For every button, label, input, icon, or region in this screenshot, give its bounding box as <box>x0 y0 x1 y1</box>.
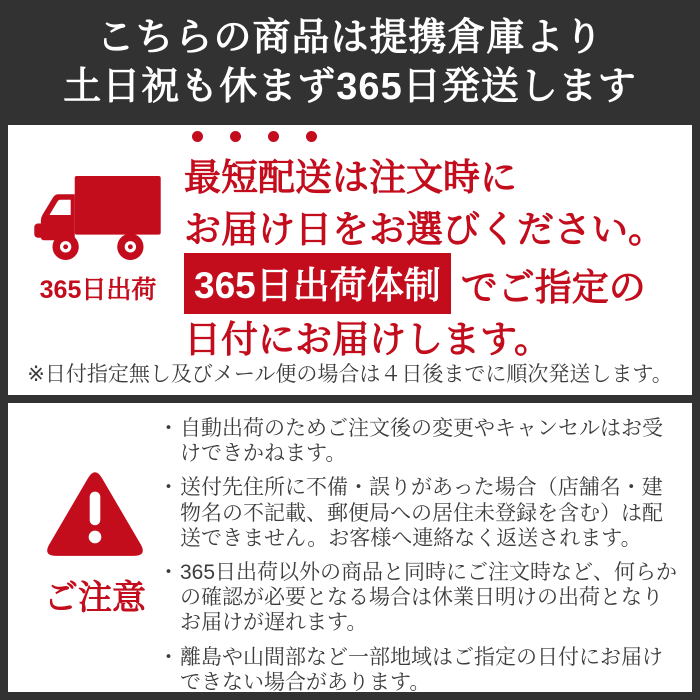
truck-caption: 365日出荷 <box>39 276 157 304</box>
shipping-panel <box>8 125 692 395</box>
caution-item <box>156 645 680 693</box>
delivery-truck-icon <box>34 175 162 263</box>
shipping-headline-line-2: お届け日をお選びください。 <box>184 209 665 250</box>
header-banner <box>0 0 700 125</box>
caution-item-text: 自動出荷のためご注文後の変更やキャンセルはお受けできかねます。 <box>180 417 663 466</box>
header-line-1: こちらの商品は提携倉庫より <box>96 17 604 59</box>
shipping-headline-line-3 <box>184 253 646 314</box>
bullet-icon: ・ <box>158 417 179 440</box>
highlight-badge: 365日出荷体制 <box>184 253 451 314</box>
shipping-note: ※日付指定無し及びメール便の場合は４日後までに順次発送します。 <box>27 363 673 386</box>
caution-item <box>156 416 680 466</box>
caution-list <box>156 416 680 692</box>
warning-icon <box>42 465 148 559</box>
bullet-icon: ・ <box>158 645 179 669</box>
caution-item <box>156 560 680 636</box>
emphasis-dot <box>268 131 279 142</box>
after-highlight-text: でご指定の <box>460 266 646 308</box>
shipping-headline-line-4: 日付にお届けします。 <box>184 319 552 360</box>
bullet-icon: ・ <box>158 560 179 584</box>
emphasis-dots-icon <box>192 131 317 142</box>
caution-item-text: 送付先住所に不備・誤りがあった場合（店舗名・建物名の不記載、郵便局への居住未登録を含む）は配送できません。お客様へ連絡なく返送されます。 <box>180 476 663 550</box>
caution-item-text: 離島や山間部など一部地域はご指定の日付にお届けできない場合があります。 <box>180 645 663 692</box>
header-line-2: 土日祝も休まず365日発送します <box>63 66 637 109</box>
emphasis-dot <box>306 131 317 142</box>
frame-divider <box>0 395 700 403</box>
emphasis-dot <box>192 131 203 142</box>
bullet-icon: ・ <box>158 476 179 500</box>
caution-item <box>156 475 680 551</box>
truck-block <box>22 175 174 306</box>
caution-block <box>30 465 160 619</box>
emphasis-dot <box>230 131 241 142</box>
caution-item-text: 365日出荷以外の商品と同時にご注文時など、何らかの確認が必要となる場合は休業日明けの出荷となりお届けが遅れます。 <box>180 560 678 635</box>
caution-caption: ご注意 <box>44 579 146 617</box>
shipping-headline-line-1: 最短配送は注文時に <box>184 157 517 198</box>
caution-panel <box>8 403 692 692</box>
